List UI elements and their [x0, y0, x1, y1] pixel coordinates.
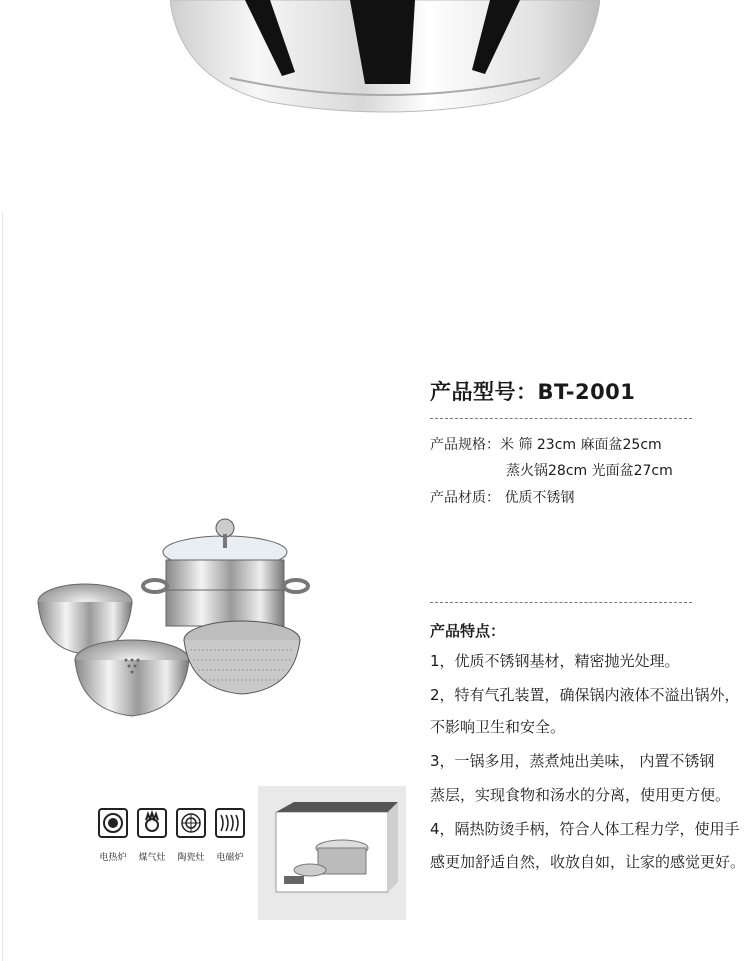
spec-line-2: 蒸火锅28cm 光面盆27cm	[506, 463, 673, 479]
stove-label: 煤气灶	[138, 853, 166, 863]
divider-dashed	[430, 602, 692, 603]
material-label: 产品材质：	[430, 490, 500, 506]
stove-label: 电磁炉	[216, 853, 244, 863]
material-line	[430, 487, 574, 507]
divider	[2, 212, 3, 961]
product-set-image	[30, 510, 320, 720]
electric-stove-icon	[98, 808, 128, 838]
stove-label: 陶瓷灶	[177, 853, 205, 863]
model-value: BT-2001	[537, 380, 636, 404]
feature-line: 蒸层，实现食物和汤水的分离，使用更方便。	[430, 786, 731, 804]
bowl-image	[170, 0, 600, 115]
spec-label: 产品规格：	[430, 437, 500, 453]
feature-line: 4，隔热防烫手柄，符合人体工程力学，使用手	[430, 820, 740, 838]
material-value: 优质不锈钢	[504, 490, 575, 506]
features-title: 产品特点：	[430, 622, 506, 640]
feature-line: 1，优质不锈钢基材，精密抛光处理。	[430, 652, 680, 670]
packaging-image	[258, 786, 406, 920]
feature-line: 2，特有气孔装置，确保锅内液体不溢出锅外，	[430, 686, 740, 704]
feature-line: 不影响卫生和安全。	[430, 718, 566, 736]
feature-line: 3，一锅多用，蒸煮炖出美味， 内置不锈钢	[430, 752, 715, 770]
gas-stove-icon	[137, 808, 167, 838]
model-label: 产品型号：	[430, 380, 538, 404]
spec-line	[430, 434, 662, 454]
spec-value: 米 筛 23cm 麻面盆25cm	[500, 437, 662, 453]
ceramic-stove-icon	[176, 808, 206, 838]
feature-line: 感更加舒适自然，收放自如，让家的感觉更好。	[430, 853, 746, 871]
model-line	[430, 376, 635, 406]
divider-dashed	[430, 418, 692, 419]
induction-stove-icon	[215, 808, 245, 838]
stove-label: 电热炉	[99, 853, 127, 863]
